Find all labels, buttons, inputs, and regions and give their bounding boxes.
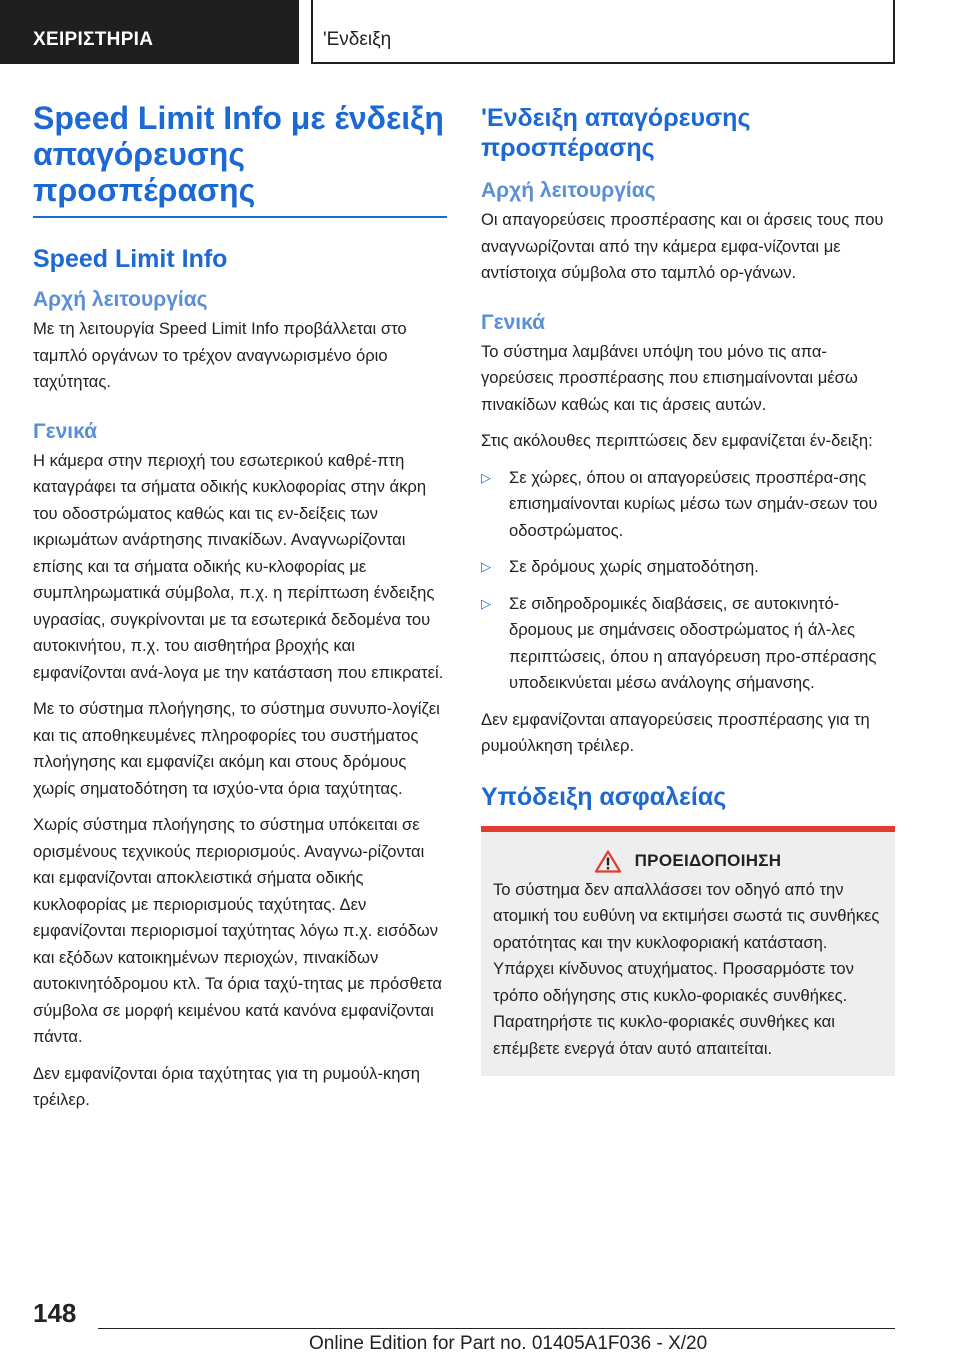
subheading-general-right: Γενικά — [481, 310, 546, 334]
paragraph-general-3: Χωρίς σύστημα πλοήγησης το σύστημα υπόκειται σε ορισμένους τεχνικούς περιορισμούς. Αναγνω-ρίζονται και εμφανίζονται αποκλειστικά σήματα οδικής κυκλοφορίας με περιορισμούς ταχύτητας. Δεν εμφανίζονται περιορισμοί ταχύτητας λόγω π.χ. εισόδων και εξόδων κατοικημένων περιοχών, πινακίδων αυτοκινητόδρομου κτλ. Τα όρια ταχύ-τητας με πρόσθετα σύμβολα σε μορφή κειμένου κατά κανόνα εμφανίζονται πάντα. — [33, 815, 443, 1046]
warning-box — [481, 826, 895, 1077]
triangle-bullet-icon: ▷ — [481, 469, 491, 485]
header-section-tab — [0, 0, 299, 64]
paragraph-general-right-1: Το σύστημα λαμβάνει υπόψη του μόνο τις απα-γορεύσεις προσπέρασης που επισημαίνονται μέσω πινακίδων καθώς και τις άρσεις αυτών. — [481, 341, 858, 414]
warning-header — [493, 850, 883, 873]
section-heading-no-overtaking: 'Ενδειξη απαγόρευσης προσπέρασης — [481, 104, 751, 162]
paragraph-general-2: Με το σύστημα πλοήγησης, το σύστημα συνυπο-λογίζει και τις αποθηκευμένες πληροφορίες του συστήματος πλοήγησης και εμφανίζει ακόμη και στους δρόμους χωρίς σηματοδότηση τα ισχύο-ντα όρια ταχύτητας. — [33, 699, 440, 798]
triangle-bullet-icon: ▷ — [481, 559, 491, 574]
section-heading-speed-limit-info: Speed Limit Info — [33, 245, 228, 273]
page-number: 148 — [33, 1298, 77, 1328]
paragraph-principle: Με τη λειτουργία Speed Limit Info προβάλλεται στο ταμπλό οργάνων το τρέχον αναγνωρισμένο όριο ταχύτητας. — [33, 319, 407, 391]
warning-title: ΠΡΟΕΙΔΟΠΟΙΗΣΗ — [634, 851, 782, 870]
title-divider — [33, 216, 447, 218]
header-subsection-label: 'Ενδειξη — [323, 29, 392, 50]
warning-text: Το σύστημα δεν απαλλάσσει τον οδηγό από την ατομική του ευθύνη να εκτιμήσει σωστά τις συνθήκες ορατότητας και την κυκλοφοριακή κατάσταση. Υπάρχει κίνδυνος ατυχήματος. Προσαρμόστε τον τρόπο οδήγησης στις κυκλο-φοριακές συνθήκες. Παρατηρήστε τις κυκλο-φοριακές συνθήκες και επέμβετε ενεργά όταν αυτό απαιτείται. — [493, 879, 880, 1058]
header-section-label: ΧΕΙΡΙΣΤΗΡΙΑ — [33, 29, 154, 50]
triangle-bullet-icon: ▷ — [481, 595, 491, 611]
paragraph-principle-right: Οι απαγορεύσεις προσπέρασης και οι άρσεις τους που αναγνωρίζονται από την κάμερα εμφα-νίζονται με αντίστοιχα σύμβολα στο ταμπλό ορ-γάνων. — [481, 210, 884, 282]
right-column — [481, 103, 895, 1076]
page-title: Speed Limit Info με ένδειξη απαγόρευσης προσπέρασης — [33, 100, 444, 208]
list-item-text: Σε χώρες, όπου οι απαγορεύσεις προσπέρα-σης επισημαίνονται κυρίως μέσω των σημάν-σεων του οδοστρώματος. — [509, 467, 878, 540]
paragraph-general-4: Δεν εμφανίζονται όρια ταχύτητας για τη ρυμούλ-κηση τρέιλερ. — [33, 1063, 420, 1109]
paragraph-general-right-2: Στις ακόλουθες περιπτώσεις δεν εμφανίζεται έν-δειξη: — [481, 431, 873, 450]
list-item — [481, 554, 895, 581]
subheading-principle: Αρχή λειτουργίας — [33, 288, 208, 311]
subheading-general: Γενικά — [33, 419, 98, 443]
paragraph-general-1: Η κάμερα στην περιοχή του εσωτερικού καθρέ-πτη καταγράφει τα σήματα οδικής κυκλοφορίας στην άκρη του οδοστρώματος καθώς και τις εν-δείξεις των ικριωμάτων ανάρτησης πινακίδων. Αναγνωρίζονται επίσης και τα σήματα οδικής κυ-κλοφορίας με συμπληρωματικά σύμβολα, π.χ. η περίπτωση ένδειξης υγρασίας, συγκρίνονται με τα εσωτερικά δεδομένα του αυτοκινήτου, π.χ. του αισθητήρα βροχής και εμφανίζονται ανά-λογα με την κατάσταση που επικρατεί. — [33, 450, 444, 682]
left-column — [33, 100, 447, 1124]
list-item-text: Σε σιδηροδρομικές διαβάσεις, σε αυτοκινητό-δρομους με σημάνσεις οδοστρώματος ή άλ-λες περιπτώσεις, όπου η απαγόρευση προ-σπέρασης υποδεικνύεται μέσω ανάλογης σήμανσης. — [509, 593, 877, 692]
paragraph-general-right-3: Δεν εμφανίζονται απαγορεύσεις προσπέρασης για τη ρυμούλκηση τρέιλερ. — [481, 709, 870, 755]
list-item — [481, 465, 895, 545]
list-item-text: Σε δρόμους χωρίς σηματοδότηση. — [509, 557, 759, 576]
footer-divider — [98, 1328, 895, 1329]
subheading-principle-right: Αρχή λειτουργίας — [481, 179, 656, 202]
warning-triangle-icon — [595, 850, 621, 873]
list-item — [481, 591, 895, 697]
safety-heading: Υπόδειξη ασφαλείας — [481, 782, 727, 811]
exceptions-list — [481, 465, 895, 697]
footer-edition: Online Edition for Part no. 01405A1F036 - X/20 — [309, 1333, 708, 1354]
header-subsection-tab — [311, 0, 895, 64]
